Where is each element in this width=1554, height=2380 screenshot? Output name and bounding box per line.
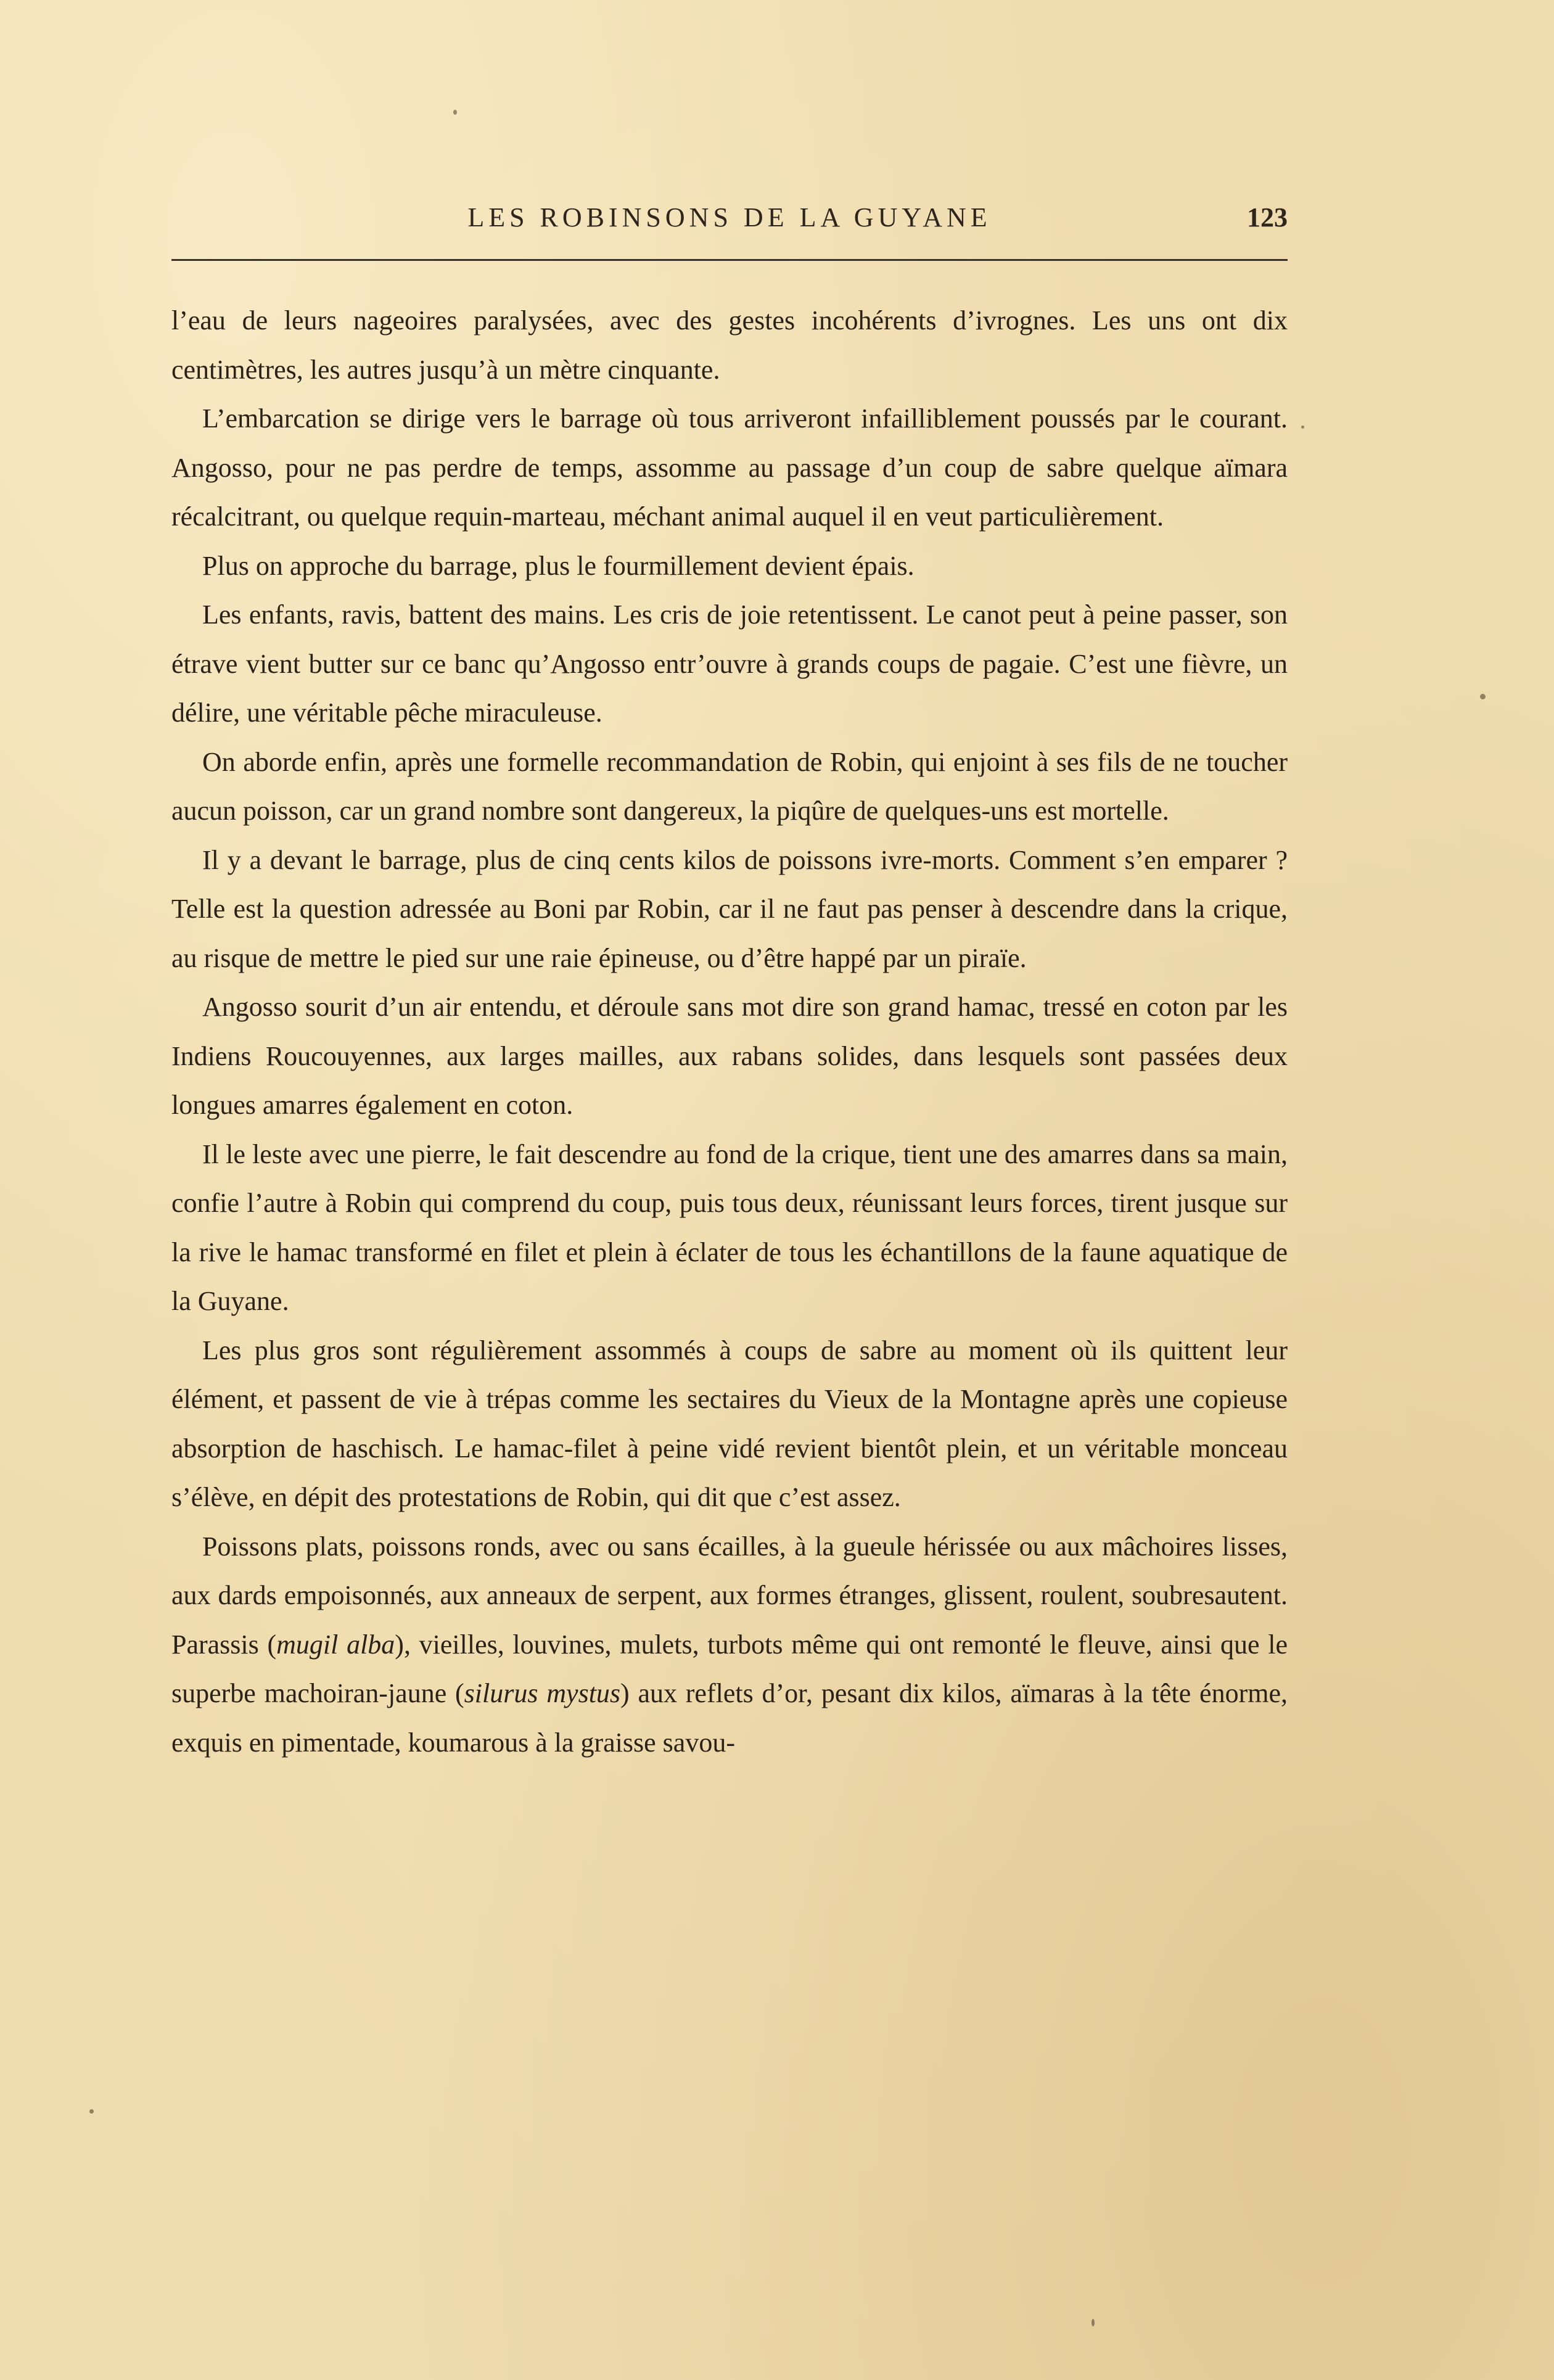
paper-speck <box>453 110 457 115</box>
paper-speck <box>89 2109 94 2114</box>
text-run: ), vieilles, louvines, mulets, turbots même qui ont remonté le fleuve, ainsi que le superbe machoiran-jaune ( <box>171 1629 1288 1708</box>
paragraph: Angosso sourit d’un air entendu, et déroule sans mot dire son grand hamac, tressé en coton par les Indiens Roucouyennes, aux larges mailles, aux rabans solides, dans lesquels sont passées deux longues amarres également en coton. <box>171 992 1288 1120</box>
page-number: 123 <box>1247 202 1288 233</box>
italic-term: mugil alba <box>276 1629 395 1660</box>
text-run: Poissons plats, poissons ronds, avec ou sans écailles, à la gueule hérissée ou aux mâchoires lisses, aux dards empoisonnés, aux anneaux de serpent, aux formes étranges, glissent, roulent, soubresautent. Parassis ( <box>171 1531 1288 1660</box>
running-title: LES ROBINSONS DE LA GUYANE <box>467 202 992 233</box>
paragraph: Les enfants, ravis, battent des mains. Les cris de joie retentissent. Le canot peut à peine passer, son étrave vient butter sur ce banc qu’Angosso entr’ouvre à grands coups de pagaie. C’est une fièvre, un délire, une véritable pêche miraculeuse. <box>171 599 1288 728</box>
paper-speck <box>1092 2319 1095 2326</box>
paragraph: Plus on approche du barrage, plus le fourmillement devient épais. <box>202 550 915 581</box>
paragraph: On aborde enfin, après une formelle recommandation de Robin, qui enjoint à ses fils de ne toucher aucun poisson, car un grand nombre sont dangereux, la piqûre de quelques-uns est mortelle. <box>171 746 1288 826</box>
paper-speck <box>1301 426 1304 429</box>
paragraph-continued: l’eau de leurs nageoires paralysées, avec des gestes incohérents d’ivrognes. Les uns ont dix centimètres, les autres jusqu’à un mètre cinquante. <box>171 305 1288 385</box>
italic-term: silurus mystus <box>464 1678 621 1708</box>
body-text <box>171 296 1288 1767</box>
header-rule <box>171 259 1288 261</box>
paragraph-last <box>171 1522 1288 1768</box>
paper-speck <box>1480 694 1486 699</box>
running-head <box>171 196 1288 239</box>
paragraph: Les plus gros sont régulièrement assommés à coups de sabre au moment où ils quittent leur élément, et passent de vie à trépas comme les sectaires du Vieux de la Montagne après une copieuse absorption de haschisch. Le hamac-filet à peine vidé revient bientôt plein, et un véritable monceau s’élève, en dépit des protestations de Robin, qui dit que c’est assez. <box>171 1335 1288 1512</box>
paragraph: Il y a devant le barrage, plus de cinq cents kilos de poissons ivre-morts. Comment s’en emparer ? Telle est la question adressée au Boni par Robin, car il ne faut pas penser à descendre dans la crique, au risque de mettre le pied sur une raie épineuse, ou d’être happé par un piraïe. <box>171 844 1288 973</box>
text-run: ) aux reflets d’or, pesant dix kilos, aïmaras à la tête énorme, exquis en pimentade, koumarous à la graisse savou- <box>171 1678 1288 1758</box>
paragraph: L’embarcation se dirige vers le barrage où tous arriveront infailliblement poussés par le courant. Angosso, pour ne pas perdre de temps, assomme au passage d’un coup de sabre quelque aïmara récalcitrant, ou quelque requin-marteau, méchant animal auquel il en veut particulièrement. <box>171 403 1288 532</box>
paragraph: Il le leste avec une pierre, le fait descendre au fond de la crique, tient une des amarres dans sa main, confie l’autre à Robin qui comprend du coup, puis tous deux, réunissant leurs forces, tirent jusque sur la rive le hamac transformé en filet et plein à éclater de tous les échantillons de la faune aquatique de la Guyane. <box>171 1139 1288 1316</box>
